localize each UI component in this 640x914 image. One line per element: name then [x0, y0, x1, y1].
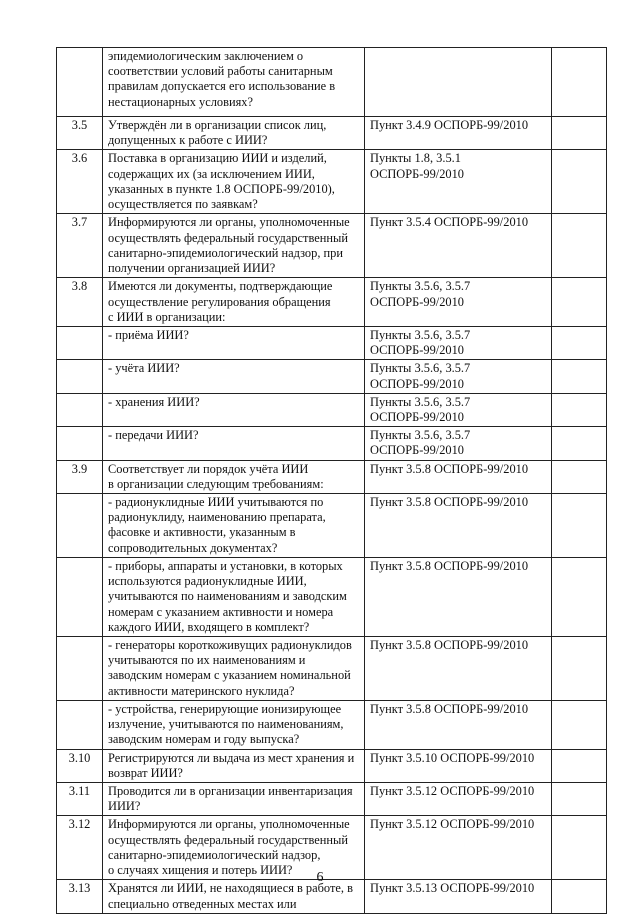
regulation-reference: Пункт 3.5.13 ОСПОРБ-99/2010: [365, 880, 552, 913]
question-text: Соответствует ли порядок учёта ИИИ в организации следующим требованиям:: [103, 460, 365, 493]
checklist-body: [57, 48, 607, 914]
question-text: - устройства, генерирующие ионизирующее излучение, учитываются по наименованиям, заводским номерам и году выпуска?: [103, 701, 365, 750]
table-row: [57, 637, 607, 701]
regulation-reference: Пункт 3.5.12 ОСПОРБ-99/2010: [365, 816, 552, 880]
table-row: [57, 48, 607, 117]
regulation-reference: [365, 48, 552, 117]
item-number: 3.8: [57, 278, 103, 327]
item-number: 3.5: [57, 117, 103, 150]
question-text: Имеются ли документы, подтверждающие осуществление регулирования обращения с ИИИ в организации:: [103, 278, 365, 327]
regulation-reference: Пункт 3.5.8 ОСПОРБ-99/2010: [365, 558, 552, 637]
question-text: - генераторы короткоживущих радионуклидов учитываются по их наименованиям и заводским номерам с указанием номинальной активности материнского нуклида?: [103, 637, 365, 701]
regulation-reference: Пункт 3.5.8 ОСПОРБ-99/2010: [365, 701, 552, 750]
regulation-reference: Пункты 3.5.6, 3.5.7 ОСПОРБ-99/2010: [365, 360, 552, 393]
question-text: - радионуклидные ИИИ учитываются по радионуклиду, наименованию препарата, фасовке и активности, указанным в сопроводительных документах?: [103, 494, 365, 558]
regulation-reference: Пункт 3.5.12 ОСПОРБ-99/2010: [365, 783, 552, 816]
question-text: эпидемиологическим заключением о соответствии условий работы санитарным правилам допускается его использование в нестационарных условиях?: [103, 48, 365, 117]
item-number: 3.6: [57, 150, 103, 214]
question-text: Информируются ли органы, уполномоченные осуществлять федеральный государственный санитарно-эпидемиологический надзор, при получении организацией ИИИ?: [103, 214, 365, 278]
answer-cell: [552, 749, 607, 782]
table-row: [57, 393, 607, 426]
answer-cell: [552, 278, 607, 327]
item-number: [57, 558, 103, 637]
item-number: 3.10: [57, 749, 103, 782]
question-text: - приёма ИИИ?: [103, 327, 365, 360]
answer-cell: [552, 360, 607, 393]
table-row: [57, 701, 607, 750]
answer-cell: [552, 327, 607, 360]
item-number: [57, 48, 103, 117]
regulation-reference: Пункт 3.5.4 ОСПОРБ-99/2010: [365, 214, 552, 278]
question-text: Поставка в организацию ИИИ и изделий, содержащих их (за исключением ИИИ, указанных в пункте 1.8 ОСПОРБ-99/2010), осуществляется по заявкам?: [103, 150, 365, 214]
table-row: [57, 278, 607, 327]
item-number: 3.12: [57, 816, 103, 880]
answer-cell: [552, 48, 607, 117]
regulation-reference: Пункты 1.8, 3.5.1 ОСПОРБ-99/2010: [365, 150, 552, 214]
item-number: [57, 360, 103, 393]
item-number: [57, 494, 103, 558]
answer-cell: [552, 637, 607, 701]
answer-cell: [552, 117, 607, 150]
regulation-reference: Пункт 3.5.8 ОСПОРБ-99/2010: [365, 460, 552, 493]
regulation-reference: Пункты 3.5.6, 3.5.7 ОСПОРБ-99/2010: [365, 393, 552, 426]
table-row: [57, 117, 607, 150]
table-row: [57, 360, 607, 393]
table-row: [57, 749, 607, 782]
question-text: - учёта ИИИ?: [103, 360, 365, 393]
question-text: - хранения ИИИ?: [103, 393, 365, 426]
regulation-reference: Пункт 3.5.10 ОСПОРБ-99/2010: [365, 749, 552, 782]
table-row: [57, 783, 607, 816]
answer-cell: [552, 460, 607, 493]
regulation-reference: Пункт 3.4.9 ОСПОРБ-99/2010: [365, 117, 552, 150]
answer-cell: [552, 494, 607, 558]
item-number: [57, 327, 103, 360]
item-number: 3.13: [57, 880, 103, 913]
question-text: - приборы, аппараты и установки, в которых используются радионуклидные ИИИ, учитываются по наименованиям и заводским номерам с указанием активности и номера каждого ИИИ, входящего в комплект?: [103, 558, 365, 637]
item-number: 3.9: [57, 460, 103, 493]
regulation-reference: Пункты 3.5.6, 3.5.7 ОСПОРБ-99/2010: [365, 427, 552, 460]
table-row: [57, 327, 607, 360]
item-number: [57, 393, 103, 426]
checklist-table: [56, 47, 607, 914]
question-text: - передачи ИИИ?: [103, 427, 365, 460]
item-number: [57, 427, 103, 460]
question-text: Регистрируются ли выдача из мест хранения и возврат ИИИ?: [103, 749, 365, 782]
answer-cell: [552, 558, 607, 637]
regulation-reference: Пункт 3.5.8 ОСПОРБ-99/2010: [365, 637, 552, 701]
item-number: [57, 637, 103, 701]
regulation-reference: Пункты 3.5.6, 3.5.7 ОСПОРБ-99/2010: [365, 278, 552, 327]
item-number: [57, 701, 103, 750]
question-text: Информируются ли органы, уполномоченные осуществлять федеральный государственный санитарно-эпидемиологический надзор, о случаях хищения и потерь ИИИ?: [103, 816, 365, 880]
item-number: 3.11: [57, 783, 103, 816]
answer-cell: [552, 393, 607, 426]
table-row: [57, 150, 607, 214]
question-text: Хранятся ли ИИИ, не находящиеся в работе, в специально отведенных местах или: [103, 880, 365, 913]
answer-cell: [552, 150, 607, 214]
table-row: [57, 460, 607, 493]
question-text: Проводится ли в организации инвентаризация ИИИ?: [103, 783, 365, 816]
answer-cell: [552, 427, 607, 460]
table-row: [57, 558, 607, 637]
page-number: 6: [316, 870, 324, 885]
regulation-reference: Пункты 3.5.6, 3.5.7 ОСПОРБ-99/2010: [365, 327, 552, 360]
item-number: 3.7: [57, 214, 103, 278]
table-row: [57, 494, 607, 558]
answer-cell: [552, 783, 607, 816]
answer-cell: [552, 701, 607, 750]
answer-cell: [552, 214, 607, 278]
table-row: [57, 214, 607, 278]
question-text: Утверждён ли в организации список лиц, допущенных к работе с ИИИ?: [103, 117, 365, 150]
table-row: [57, 427, 607, 460]
regulation-reference: Пункт 3.5.8 ОСПОРБ-99/2010: [365, 494, 552, 558]
